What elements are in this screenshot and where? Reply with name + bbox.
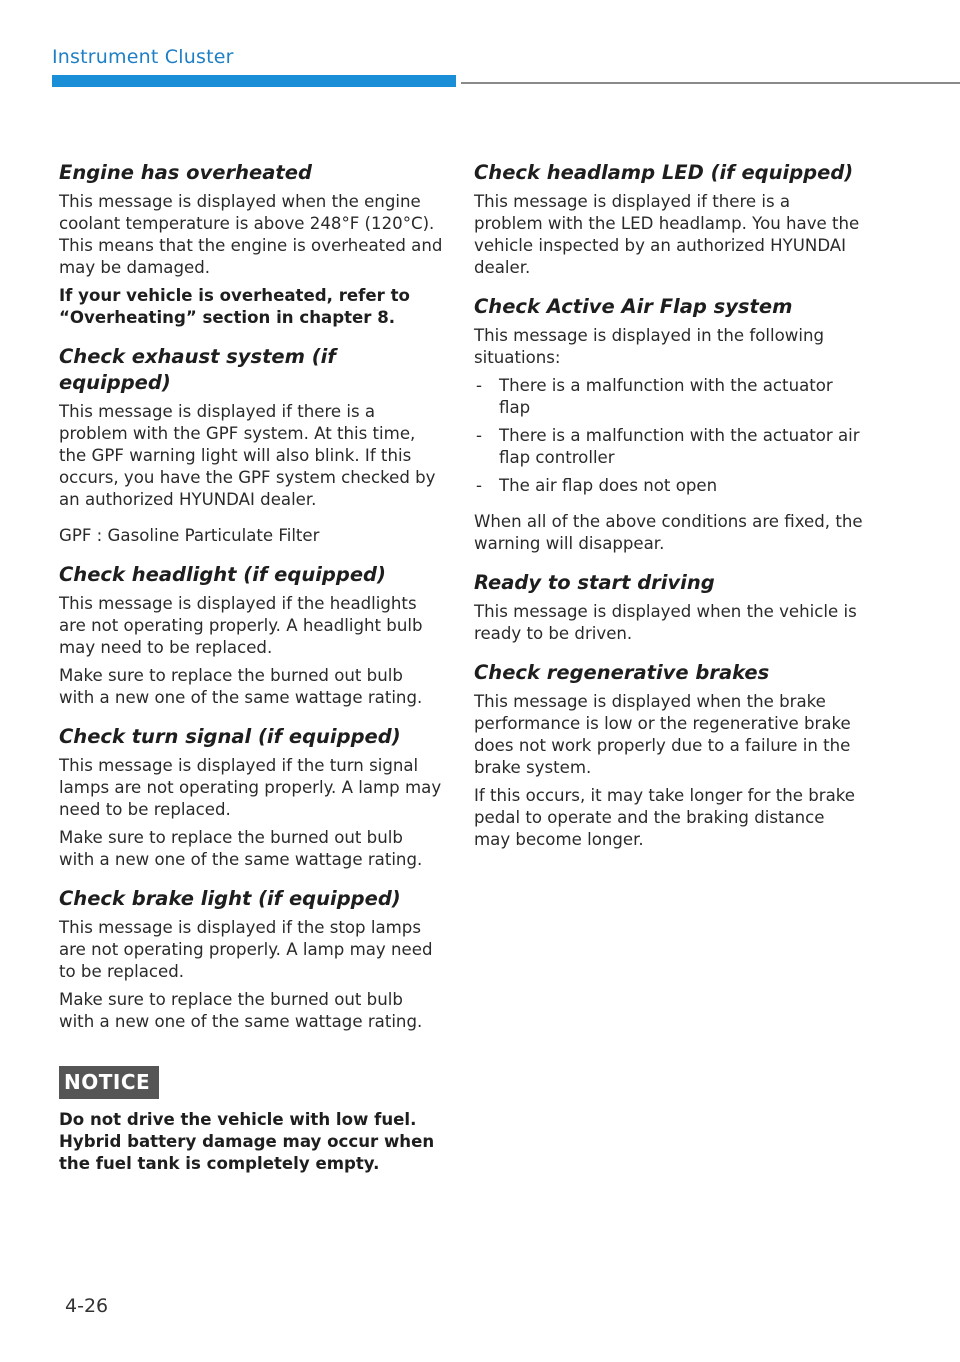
list-item-text: The air flap does not open	[499, 476, 718, 495]
page-header-title: Instrument Cluster	[52, 46, 234, 68]
section-paragraph: When all of the above conditions are fixed, the warning will disappear.	[474, 512, 863, 553]
section-paragraph: If this occurs, it may take longer for the brake pedal to operate and the braking distance may become longer.	[474, 786, 855, 849]
section-paragraph: This message is displayed if the stop lamps are not operating properly. A lamp may need to be replaced.	[59, 918, 433, 981]
section-paragraph: This message is displayed if there is a problem with the LED headlamp. You have the vehicle inspected by an authorized HYUNDAI dealer.	[474, 192, 860, 277]
page-number: 4-26	[65, 1295, 109, 1317]
section-active-air-flap	[474, 294, 864, 555]
section-engine-overheated	[59, 160, 443, 329]
section-brake-light	[59, 886, 443, 1033]
list-dash: -	[476, 376, 482, 395]
section-paragraph: Make sure to replace the burned out bulb with a new one of the same wattage rating.	[59, 990, 423, 1031]
header-divider-line	[461, 82, 960, 84]
list-dash: -	[476, 426, 482, 445]
notice-label: NOTICE	[59, 1066, 159, 1099]
section-paragraph: This message is displayed when the brake performance is low or the regenerative brake does not work properly due to a failure in the brake system.	[474, 692, 851, 777]
section-heading: Engine has overheated	[59, 161, 312, 184]
section-headlamp-led	[474, 160, 864, 279]
list-item	[474, 425, 864, 469]
section-paragraph-bold: If your vehicle is overheated, refer to “Overheating” section in chapter 8.	[59, 286, 410, 327]
section-headlight	[59, 562, 443, 709]
right-column	[474, 160, 864, 866]
list-item	[474, 475, 864, 497]
section-heading: Check brake light (if equipped)	[59, 887, 401, 910]
section-heading: Check regenerative brakes	[474, 661, 770, 684]
section-paragraph: This message is displayed if the headlights are not operating properly. A headlight bulb may need to be replaced.	[59, 594, 423, 657]
condition-list	[474, 375, 864, 497]
list-item	[474, 375, 864, 419]
section-paragraph: Make sure to replace the burned out bulb with a new one of the same wattage rating.	[59, 828, 423, 869]
section-turn-signal	[59, 724, 443, 871]
section-heading: Check turn signal (if equipped)	[59, 725, 401, 748]
section-paragraph: This message is displayed in the following situations:	[474, 326, 825, 367]
list-item-text: There is a malfunction with the actuator air flap controller	[499, 426, 860, 467]
section-paragraph: This message is displayed when the engine coolant temperature is above 248°F (120°C). This means that the engine is overheated and may be damaged.	[59, 192, 443, 277]
section-paragraph: This message is displayed if there is a problem with the GPF system. At this time, the GPF warning light will also blink. If this occurs, you have the GPF system checked by an authorized HYUNDAI dealer.	[59, 402, 436, 509]
list-dash: -	[476, 476, 482, 495]
left-column	[59, 160, 443, 1175]
gpf-definition: GPF : Gasoline Particulate Filter	[59, 526, 320, 545]
section-heading: Check Active Air Flap system	[474, 295, 793, 318]
header-accent-bar	[52, 75, 456, 87]
section-heading: Ready to start driving	[474, 571, 715, 594]
section-exhaust-system	[59, 344, 443, 547]
notice-box	[59, 1048, 443, 1175]
list-item-text: There is a malfunction with the actuator flap	[499, 376, 833, 417]
section-paragraph: This message is displayed when the vehicle is ready to be driven.	[474, 602, 857, 643]
section-heading: Check headlamp LED (if equipped)	[474, 161, 854, 184]
section-ready-to-drive	[474, 570, 864, 645]
section-heading: Check exhaust system (if equipped)	[59, 345, 336, 394]
section-paragraph: Make sure to replace the burned out bulb with a new one of the same wattage rating.	[59, 666, 423, 707]
section-regenerative-brakes	[474, 660, 864, 851]
section-paragraph: This message is displayed if the turn signal lamps are not operating properly. A lamp may need to be replaced.	[59, 756, 442, 819]
section-heading: Check headlight (if equipped)	[59, 563, 386, 586]
notice-text: Do not drive the vehicle with low fuel. Hybrid battery damage may occur when the fuel tank is completely empty.	[59, 1110, 435, 1173]
